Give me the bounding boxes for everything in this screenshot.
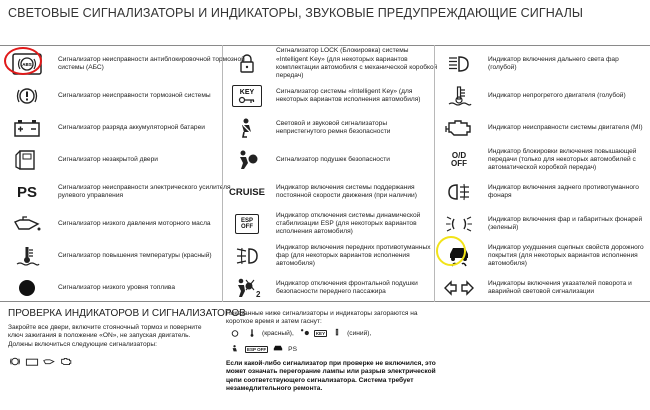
indicator-column-3 bbox=[434, 46, 650, 301]
shown-icons-row-1 bbox=[228, 328, 371, 339]
indicator-description: Сигнализатор разряда аккумуляторной батареи bbox=[58, 123, 205, 131]
esp-off-icon: ESP OFF bbox=[247, 347, 267, 352]
indicator-description: Индикатор неисправности системы двигателя (MI) bbox=[488, 123, 643, 131]
svg-text:2: 2 bbox=[256, 290, 261, 299]
abs-icon bbox=[228, 328, 242, 339]
indicator-row bbox=[434, 144, 650, 176]
indicator-row bbox=[434, 112, 650, 144]
column-divider bbox=[222, 45, 223, 302]
power-steering-icon: PS bbox=[16, 183, 37, 201]
indicator-row bbox=[222, 144, 442, 176]
indicator-row bbox=[222, 240, 442, 272]
warning-text: Если какой-либо сигнализатор при проверке не включился, это может означать перегорание лампы или разрыв электрической цепи соответствующего сигнализатора. Система требует незамедлительного ремонта. bbox=[226, 360, 436, 392]
indicator-description: Индикатор непрогретого двигателя (голубой) bbox=[488, 91, 626, 99]
indicator-description: Сигнализатор неисправности антиблокировочной тормозной системы (АБС) bbox=[58, 55, 245, 71]
indicator-row bbox=[222, 208, 442, 240]
shown-indicators-text: Показанные ниже сигнализаторы и индикаторы загораются на короткое время и затем гаснут: bbox=[226, 310, 418, 326]
cruise-icon: CRUISE bbox=[229, 186, 265, 198]
brake-warning-icon bbox=[8, 356, 22, 367]
check-section-title: ПРОВЕРКА ИНДИКАТОРОВ И СИГНАЛИЗАТОРОВ bbox=[8, 308, 246, 319]
indicator-description: Индикатор включения фар и габаритных фонарей (зеленый) bbox=[488, 215, 643, 231]
indicator-row bbox=[222, 48, 442, 80]
indicator-row bbox=[0, 272, 250, 304]
indicator-row bbox=[222, 176, 442, 208]
front-fog-icon bbox=[228, 244, 266, 268]
indicator-description: Индикатор ухудшения сцепных свойств дорожного покрытия (для некоторых вариантов исполнения автомобиля) bbox=[488, 243, 644, 268]
indicator-row bbox=[434, 48, 650, 80]
passenger-airbag-off-icon bbox=[228, 276, 266, 300]
parking-lights-icon bbox=[440, 212, 478, 236]
coolant-temp-icon bbox=[245, 328, 259, 339]
indicator-row bbox=[222, 80, 442, 112]
indicator-description: Сигнализатор низкого давления моторного масла bbox=[58, 219, 211, 227]
indicator-row bbox=[434, 80, 650, 112]
indicator-row bbox=[434, 240, 650, 272]
indicator-description: Световой и звуковой сигнализаторы непристегнутого ремня безопасности bbox=[276, 119, 391, 135]
shown-icons-row-2 bbox=[228, 344, 297, 355]
check-section-text: Закройте все двери, включите стояночный тормоз и поверните ключ зажигания в положение «ON», не запуская двигатель. Должны включиться следующие сигнализаторы: bbox=[8, 324, 202, 348]
battery-icon bbox=[8, 116, 46, 140]
indicator-description: Сигнализатор повышения температуры (красный) bbox=[58, 251, 212, 259]
oil-pressure-icon bbox=[42, 356, 56, 367]
indicator-column-2 bbox=[222, 46, 442, 301]
indicator-row bbox=[0, 240, 250, 272]
brake-warning-icon bbox=[8, 84, 46, 108]
indicator-description: Индикатор отключения фронтальной подушки безопасности переднего пассажира bbox=[276, 279, 418, 295]
rear-fog-icon bbox=[440, 180, 478, 204]
high-beam-icon bbox=[440, 52, 478, 76]
blue-label: (синий), bbox=[347, 330, 372, 337]
indicator-description: Сигнализатор незакрытой двери bbox=[58, 155, 158, 163]
indicator-row bbox=[0, 80, 250, 112]
indicator-description: Сигнализатор системы «Intelligent Key» (для некоторых вариантов исполнения автомобиля) bbox=[276, 87, 421, 103]
check-engine-icon bbox=[59, 356, 73, 367]
indicator-grid bbox=[0, 45, 650, 302]
indicator-row bbox=[0, 112, 250, 144]
key-icon: KEY bbox=[315, 331, 326, 336]
indicator-description: Сигнализатор низкого уровня топлива bbox=[58, 283, 175, 291]
indicator-row bbox=[0, 208, 250, 240]
red-label: (красный), bbox=[262, 330, 294, 337]
indicator-row bbox=[222, 272, 442, 304]
coolant-temp-icon bbox=[8, 244, 46, 268]
cold-engine-icon bbox=[440, 84, 478, 108]
indicator-description: Индикатор включения передних противотуманных фар (для некоторых вариантов исполнения автомобиля) bbox=[276, 243, 431, 268]
yellow-highlight-circle bbox=[436, 236, 466, 266]
key-icon: KEY bbox=[228, 84, 266, 108]
indicator-row bbox=[0, 176, 250, 208]
indicator-description: Индикатор включения дальнего света фар (голубой) bbox=[488, 55, 619, 71]
indicator-column-1 bbox=[0, 46, 250, 301]
indicator-description: Сигнализатор неисправности электрического усилителя рулевого управления bbox=[58, 183, 231, 199]
seatbelt-icon bbox=[228, 116, 266, 140]
power-steering-label: PS bbox=[288, 346, 297, 353]
svg-text:ABS: ABS bbox=[22, 62, 32, 67]
column-divider bbox=[434, 45, 435, 302]
indicator-description: Индикатор включения системы поддержания постоянной скорости движения (при наличии) bbox=[276, 183, 417, 199]
lock-key-icon bbox=[228, 52, 266, 76]
slippery-road-icon bbox=[271, 344, 285, 355]
indicator-description: Сигнализатор подушек безопасности bbox=[276, 155, 390, 163]
indicator-description: Индикатор отключения системы динамической стабилизации ESP (для некоторых вариантов исполнения автомобиля) bbox=[276, 211, 421, 236]
indicator-description: Индикаторы включения указателей поворота и аварийной световой сигнализации bbox=[488, 279, 632, 295]
indicator-description: Сигнализатор LOCK (Блокировка) системы «Intelligent Key» (для некоторых вариантов комплектации автомобиля с механической коробкой передач) bbox=[276, 47, 438, 80]
indicator-row bbox=[222, 112, 442, 144]
indicator-row bbox=[434, 272, 650, 304]
check-icons-row bbox=[8, 356, 73, 367]
airbag-icon bbox=[228, 148, 266, 172]
cold-engine-icon bbox=[330, 328, 344, 339]
indicator-description: Индикатор блокировки включения повышающей передачи (только для некоторых автомобилей с автоматической коробкой передач) bbox=[488, 147, 637, 172]
turn-signal-icon bbox=[440, 276, 478, 300]
indicator-row bbox=[434, 208, 650, 240]
red-highlight-circle bbox=[4, 47, 42, 75]
indicator-description: Индикатор включения заднего противотуманного фонаря bbox=[488, 183, 639, 199]
page-title: СВЕТОВЫЕ СИГНАЛИЗАТОРЫ И ИНДИКАТОРЫ, ЗВУКОВЫЕ ПРЕДУПРЕЖДАЮЩИЕ СИГНАЛЫ bbox=[8, 6, 584, 20]
seatbelt-icon bbox=[228, 344, 242, 355]
check-engine-icon bbox=[440, 116, 478, 140]
door-open-icon bbox=[8, 148, 46, 172]
indicator-row bbox=[434, 176, 650, 208]
low-fuel-icon bbox=[8, 276, 46, 300]
esp-off-icon: ESP OFF bbox=[228, 212, 266, 236]
indicator-row bbox=[0, 144, 250, 176]
oil-pressure-icon bbox=[8, 212, 46, 236]
indicator-description: Сигнализатор неисправности тормозной системы bbox=[58, 91, 211, 99]
airbag-icon bbox=[297, 328, 311, 339]
battery-icon bbox=[25, 356, 39, 367]
od-off-icon: O/D OFF bbox=[451, 150, 467, 168]
